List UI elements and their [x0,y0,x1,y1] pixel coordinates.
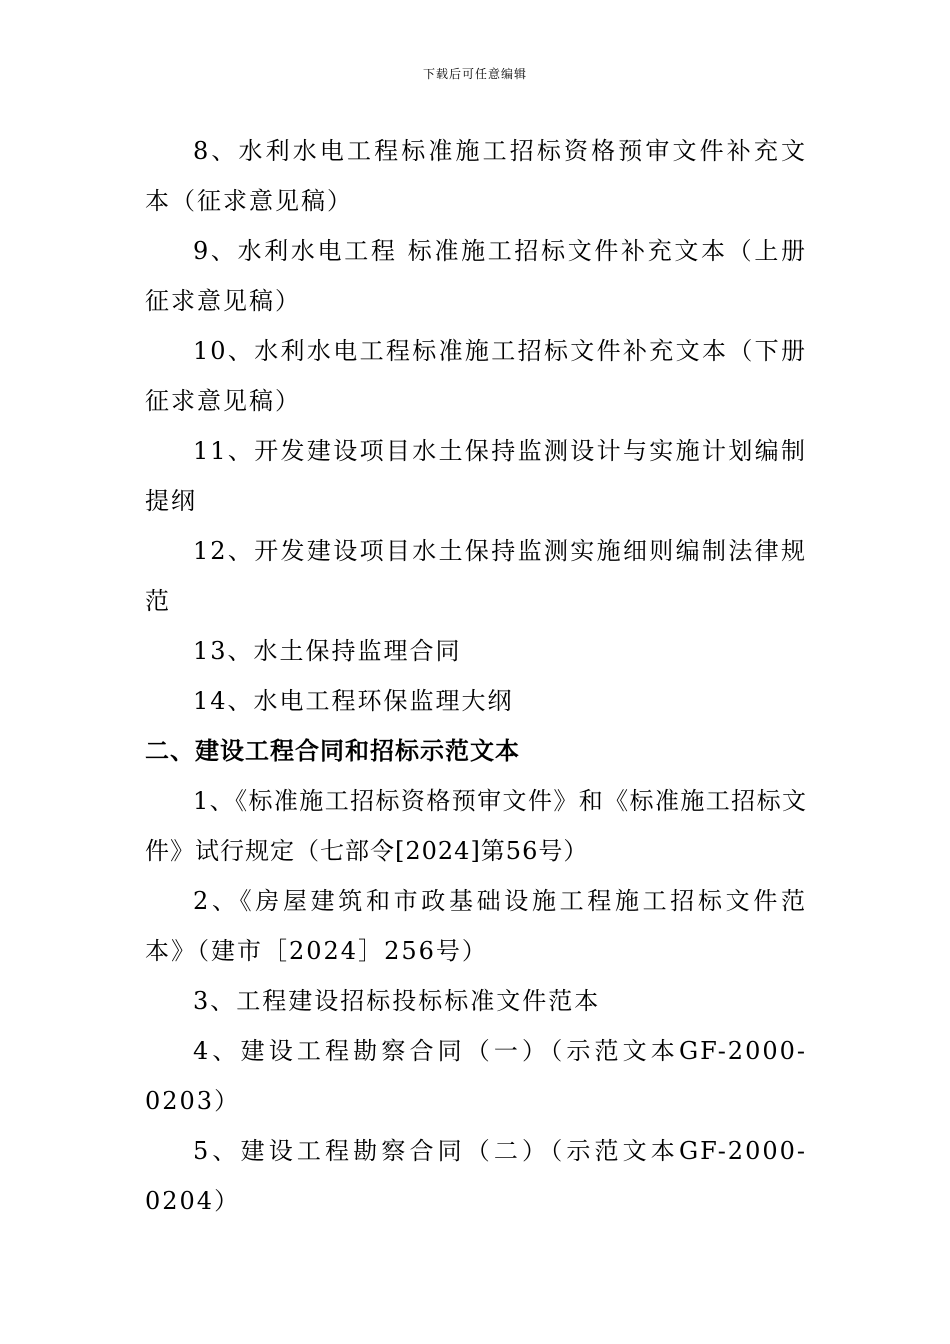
list-item: 12、开发建设项目水土保持监测实施细则编制法律规范 [145,537,807,615]
list-item: 4、建设工程勘察合同（一）（示范文本GF-2000-0203） [145,1037,807,1115]
list-item: 11、开发建设项目水土保持监测设计与实施计划编制提纲 [145,437,807,515]
list-item: 8、水利水电工程标准施工招标资格预审文件补充文本（征求意见稿） [145,137,807,215]
document-body [145,126,807,1226]
list-item: 9、水利水电工程 标准施工招标文件补充文本（上册征求意见稿） [145,237,807,315]
list-item: 13、水土保持监理合同 [193,637,462,665]
list-item: 14、水电工程环保监理大纲 [193,687,514,715]
list-item: 5、建设工程勘察合同（二）（示范文本GF-2000-0204） [145,1137,807,1215]
list-item: 2、《房屋建筑和市政基础设施工程施工招标文件范本》（建市［2024］256号） [145,887,807,965]
list-item: 10、水利水电工程标准施工招标文件补充文本（下册征求意见稿） [145,337,807,415]
list-item: 1、《标准施工招标资格预审文件》和《标准施工招标文件》试行规定（七部令[2024]第56号） [145,787,807,865]
section-heading: 二、建设工程合同和招标示范文本 [145,736,520,765]
page-header: 下载后可任意编辑 [422,67,527,81]
list-item: 3、工程建设招标投标标准文件范本 [193,987,601,1015]
